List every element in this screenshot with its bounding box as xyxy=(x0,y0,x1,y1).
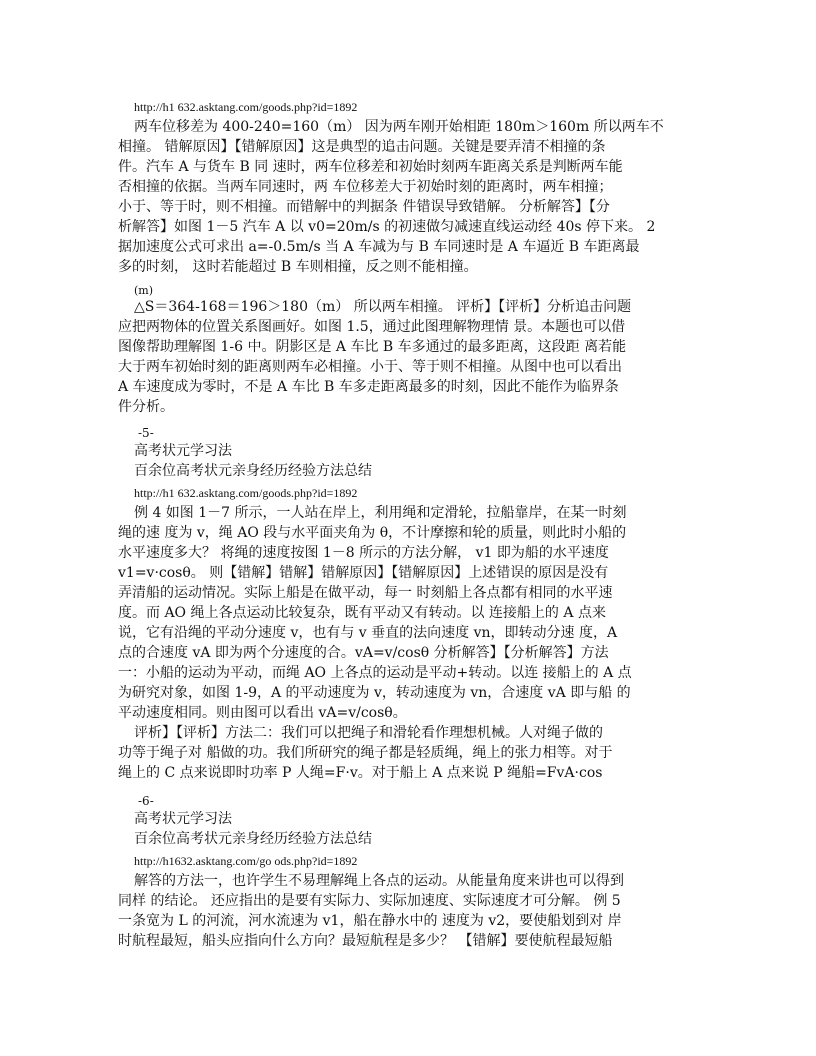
text-line: △S＝364-168＝196＞180（m） 所以两车相撞。 评析】【评析】分析追击问题 xyxy=(134,299,632,315)
text-line: 件。汽车 A 与货车 B 同 速时，两车位移差和初始时刻两车距离关系是判断两车能 xyxy=(118,159,623,175)
header-title: 高考状元学习法 xyxy=(134,811,232,827)
page-number: -6- xyxy=(138,794,154,808)
text-line: 小于、等于时，则不相撞。而错解中的判据条 件错误导致错解。 分析解答】【分 xyxy=(118,199,610,215)
header-subtitle: 百余位高考状元亲身经历经验方法总结 xyxy=(134,463,372,479)
text-line: 时航程最短，船头应指向什么方向？最短航程是多少？ 【错解】要使航程最短船 xyxy=(118,933,613,949)
header-subtitle: 百余位高考状元亲身经历经验方法总结 xyxy=(134,831,372,847)
text-line: 大于两车初始时刻的距离则两车必相撞。小于、等于则不相撞。从图中也可以看出 xyxy=(118,359,622,375)
url-line: http://h1 632.asktang.com/goods.php?id=1892 xyxy=(134,100,358,114)
text-line: 例 4 如图 1－7 所示，一人站在岸上，利用绳和定滑轮，拉船靠岸，在某一时刻 xyxy=(134,505,627,521)
text-line: 同样 的结论。 还应指出的是要有实际力、实际加速度、实际速度才可分解。 例 5 xyxy=(118,893,621,909)
text-line: 图像帮助理解图 1-6 中。阴影区是 A 车比 B 车多通过的最多距离，这段距 离若能 xyxy=(118,339,627,355)
text-line: 为研究对象，如图 1-9，A 的平动速度为 v，转动速度为 vn，合速度 vA 即与船 的 xyxy=(118,685,631,701)
text-line: A 车速度成为零时，不是 A 车比 B 车多走距离最多的时刻，因此不能作为临界条 xyxy=(118,379,619,395)
text-line: 绳的速 度为 v，绳 AO 段与水平面夹角为 θ，不计摩擦和轮的质量，则此时小船的 xyxy=(118,525,627,541)
text-line: 一：小船的运动为平动，而绳 AO 上各点的运动是平动+转动。以连 接船上的 A 点 xyxy=(118,665,632,681)
header-title: 高考状元学习法 xyxy=(134,443,232,459)
text-line: 度。而 AO 绳上各点运动比较复杂，既有平动又有转动。以 连接船上的 A 点来 xyxy=(118,605,606,621)
text-line: 说，它有沿绳的平动分速度 v，也有与 v 垂直的法向速度 vn，即转动分速 度，A xyxy=(118,625,618,641)
text-line: 水平速度多大？ 将绳的速度按图 1－8 所示的方法分解， v1 即为船的水平速度 xyxy=(118,545,609,561)
text-line: v1=v·cosθ。 则【错解】错解】错解原因】【错解原因】上述错误的原因是没有 xyxy=(118,565,609,581)
text-line: 解答的方法一，也许学生不易理解绳上各点的运动。从能量角度来讲也可以得到 xyxy=(134,873,624,889)
text-line: 绳上的 C 点来说即时功率 P 人绳=F·v。对于船上 A 点来说 P 绳船=FvA·cos xyxy=(118,765,603,781)
text-line: 弄清船的运动情况。实际上船是在做平动，每一 时刻船上各点都有相同的水平速 xyxy=(118,585,613,601)
url-line: http://h1 632.asktang.com/goods.php?id=1892 xyxy=(134,486,358,500)
text-line: 点的合速度 vA 即为两个分速度的合。vA=v/cosθ 分析解答】【分析解答】方法 xyxy=(118,645,609,661)
url-line: http://h1632.asktang.com/go ods.php?id=1892 xyxy=(134,854,358,868)
text-line: 相撞。 错解原因】【错解原因】这是典型的追击问题。关键是要弄清不相撞的条 xyxy=(118,139,606,155)
text-line: 析解答】如图 1－5 汽车 A 以 v0=20m/s 的初速做匀减速直线运动经 40s 停下来。 2 xyxy=(118,219,656,235)
text-line: 件分析。 xyxy=(118,399,174,415)
text-line: 多的时刻， 这时若能超过 B 车则相撞，反之则不能相撞。 xyxy=(118,259,478,275)
text-line: 应把两物体的位置关系图画好。如图 1.5，通过此图理解物理情 景。本题也可以借 xyxy=(118,319,626,335)
text-line: 否相撞的依据。当两车同速时，两 车位移差大于初始时刻的距离时，两车相撞； xyxy=(118,179,613,195)
text-line: 一条宽为 L 的河流，河水流速为 v1，船在静水中的 速度为 v2，要使船划到对 岸 xyxy=(118,913,622,929)
text-line: 两车位移差为 400-240=160（m） 因为两车刚开始相距 180m＞160m 所以两车不 xyxy=(134,119,664,135)
text-line: 评析】【评析】方法二：我们可以把绳子和滑轮看作理想机械。人对绳子做的 xyxy=(134,725,603,741)
text-line: 据加速度公式可求出 a=-0.5m/s 当 A 车减为与 B 车同速时是 A 车逼近 B 车距离最 xyxy=(118,239,640,255)
text-line: 平动速度相同。则由图可以看出 vA=v/cosθ。 xyxy=(118,705,407,721)
page-number: -5- xyxy=(138,426,154,440)
text-line: 功等于绳子对 船做的功。我们所研究的绳子都是轻质绳，绳上的张力相等。对于 xyxy=(118,745,613,761)
unit-label: (m) xyxy=(134,284,154,297)
